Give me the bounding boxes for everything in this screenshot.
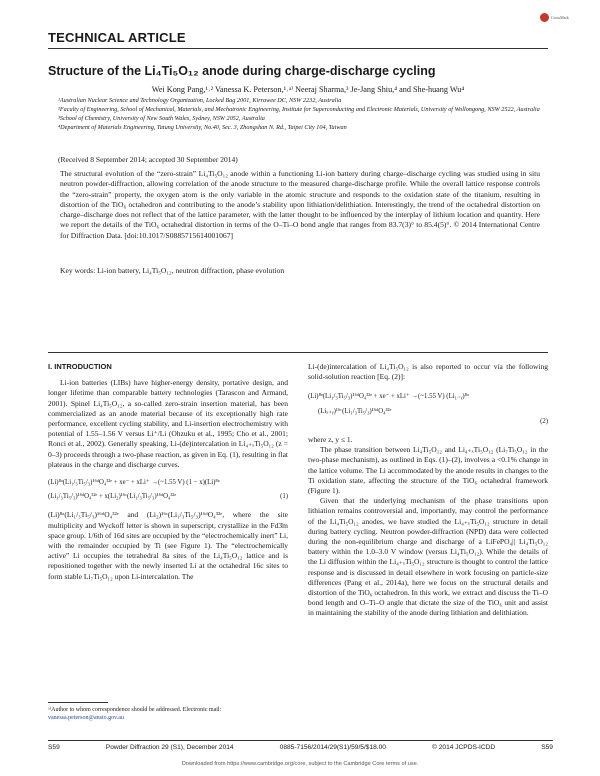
section-heading-introduction: I. INTRODUCTION [48,362,112,371]
equation-1-number: (1) [280,493,288,501]
equation-2-number: (2) [540,417,548,425]
paragraph: The phase transition between Li₄Ti₅O₁₂ and Li₄₊ₓTi₅O₁₂ (Li₇Ti₅O₁₂ in the two-phase mechanism), as outlined in Eqs. (1)–(2), involves a <0.1% change in the lattice volume. The Li accommodated by the anode results in changes to the Ti oxidation state, affecting the structure of the TiO₆ octahedral framework (Figure 1). [308,445,548,496]
keywords: Key words: Li-ion battery, Li₄Ti₅O₁₂, neutron diffraction, phase evolution [60,266,285,275]
footer-copyright: © 2014 JCPDS-ICDD [432,744,496,751]
received-dates: (Received 8 September 2014; accepted 30 September 2014) [58,155,238,164]
footer-journal: Powder Diffraction 29 (S1), December 2014 [105,744,234,751]
page-footer [48,740,553,751]
affiliation-3: ³School of Chemistry, University of New South Wales, Sydney, NSW 2052, Australia [58,115,265,122]
equation-1-line-1: (Li)⁸ᵃ(Li₁/₃Ti₅/₃)¹⁶ᵈO₄³²ᵉ + xe⁻ + xLi⁺ →(~1.55 V) (1 − x)(Li)⁸ᵃ [48,479,220,487]
right-column [308,362,548,619]
equation-2-line-2: (Liₓ₊ᵧ)¹⁶ᶜ(Li₁/₃Ti₅/₃)¹⁶ᵈO₄³²ᵉ [318,407,392,415]
footnote-rule [48,702,108,703]
paragraph: Li-(de)intercalation of Li₄Ti₅O₁₂ is also reported to occur via the following solid-solution reaction [Eq. (2)]: [308,362,548,382]
footer-issn: 0885-7156/2014/29(S1)/59/5/$18.00 [279,744,386,751]
crossmark-label: CrossMark [551,14,569,20]
body-rule [48,352,548,353]
paragraph: Given that the underlying mechanism of the phase transitions upon lithiation remains controversial and, importantly, may control the performance of the Li₄Ti₅O₁₂ anodes, we have studied the Li₄₊ₓTi₅O₁₂ structure in detail during battery cycling. Neutron powder-diffraction (NPD) data were collected during the non-equilibrium charge and discharge of a LiFePO₄|| Li₄Ti₅O₁₂ battery within the 1.0–3.0 V window (versus Li₄Ti₅O₁₂). While the details of the Li diffusion within the Li₄₊ₓTi₅O₁₂ structure is thought to control the lattice response and is discussed in detail elsewhere in work focusing on particle-size differences (Pang et al., 2014a), here we focus on the structural details and distortion of the TiO₆ octahedron. In this work, we extract and discuss the Ti–O bond length and O–Ti–O angle that dictate the size of the TiO₆ unit and assist in maintaining the stability of the anode during lithiation and delithiation. [308,496,548,618]
correspondence-email-link[interactable]: vanessa.peterson@ansto.gov.au [48,715,124,721]
equation-1-line-2: (Li₁/₃Ti₅/₃)¹⁶ᵈO₄³²ᵉ + x(Li₂)¹⁶ᶜ(Li₁/₃Ti₅/₃)¹⁶ᵈO₄³²ᵉ [48,493,177,501]
footer-page-left: S59 [48,744,60,751]
affiliation-2: ²Faculty of Engineering, School of Mechanical, Materials, and Mechatronic Engineering, Institute for Superconducting and Electronic Materials, University of Wollongong, NSW 2522, Australia [58,106,540,113]
abstract: The structural evolution of the “zero-strain” Li₄Ti₅O₁₂ anode within a functioning Li-ion battery during charge–discharge cycling was studied using in situ neutron powder-diffraction, allowing correlation of the anode structure to the measured charge-discharge profile. While the overall lattice response controls the “zero-strain” property, the oxygen atom is the only variable in the atomic structure and responds to the oxidation state of the titanium, resulting in distortion of the TiO₆ octahedron and contributing to the anode’s stability upon lithiation/delithiation. Interestingly, the trend of the octahedral distortion on charge–discharge does not reflect that of the lattice parameter, with the latter thought to be influenced by the interplay of lithium location and quantity. Here we report the details of the TiO₆ octahedral distortion in terms of the O–Ti–O bond angle that ranges from 83.7(3)° to 85.4(5)°. © 2014 International Centre for Diffraction Data. [doi:10.1017/S0885715614001067] [60,169,540,240]
footnote-text: ᵃ⁾Author to whom correspondence should be addressed. Electronic mail: [48,707,222,713]
paragraph: Li-ion batteries (LIBs) have higher-energy density, portative design, and longer lifetime than comparable battery technologies (Tarascon and Armand, 2001). Spinel Li₄Ti₅O₁₂, a so-called zero-strain insertion material, has been commercialized as an anode material because of its exceptionally high rate performance, excellent cycling stability, and Li-insertion electrochemistry with potential of 1.55–1.56 V versus Li⁺/Li (Ohzuku et al., 1995; Cho et al., 2001; Ronci et al., 2002). Generally speaking, Li-(de)intercalation in Li₄₊ₓTi₅O₁₂ (z = 0–3) proceeds through a two-phase reaction, as given in Eq. (1), resulting in flat plateaus in the charge and discharge curves. [48,378,288,469]
crossmark-badge[interactable] [540,12,590,22]
crossmark-icon [540,13,549,22]
affiliations [58,96,558,132]
footer-page-right: S59 [541,744,553,751]
author-list: Wei Kong Pang,¹˒² Vanessa K. Peterson,¹˒ᵃ⁾ Neeraj Sharma,³ Je-Jang Shiu,⁴ and She-huang Wu⁴ [151,85,465,94]
header-rule [48,48,548,49]
article-title: Structure of the Li₄Ti₅O₁₂ anode during charge-discharge cycling [48,64,436,78]
paragraph: where z, y ≤ 1. [308,435,353,445]
section-type: TECHNICAL ARTICLE [48,30,186,45]
affiliation-1: ¹Australian Nuclear Science and Technology Organization, Locked Bag 2001, Kirrawee DC, NSW 2232, Australia [58,97,342,104]
paragraph: (Li)⁸ᵃ(Li₁/₃Ti₅/₃)¹⁶ᵈO₄³²ᵉ and (Li₂)¹⁶ᶜ(Li₁/₃Ti₅/₃)¹⁶ᵈO₄³²ᵉ, where the site multiplicity and Wyckoff letter is shown in superscript, crystallize in the Fd3̄m space group. 1/6th of 16d sites are occupied by the “electrochemically inert” Li, with the remainder occupied by Ti (see Figure 1). The “electrochemically active” Li occupies the tetrahedral 8a sites of the Li₄Ti₅O₁₂ lattice and is repositioned together with the newly inserted Li at the octahedral 16c sites to form stable Li₇Ti₅O₁₂ upon Li-intercalation. The [48,510,288,581]
affiliation-4: ⁴Department of Materials Engineering, Tatung University, No.40, Sec. 3, Zhongshan N. Rd., Taipei City 104, Taiwan [58,124,347,131]
equation-2-line-1: (Li)⁸ᵃ(Li₁/₃Ti₅/₃)¹⁶ᵈO₄³²ᵉ + xe⁻ + xLi⁺ →(~1.55 V) (Li₁₋ᵧ)⁸ᵃ [308,393,469,401]
left-column [48,362,288,582]
download-notice: Downloaded from https://www.cambridge.org/core, subject to the Cambridge Core terms of use. [181,761,419,767]
footnote [48,706,288,722]
